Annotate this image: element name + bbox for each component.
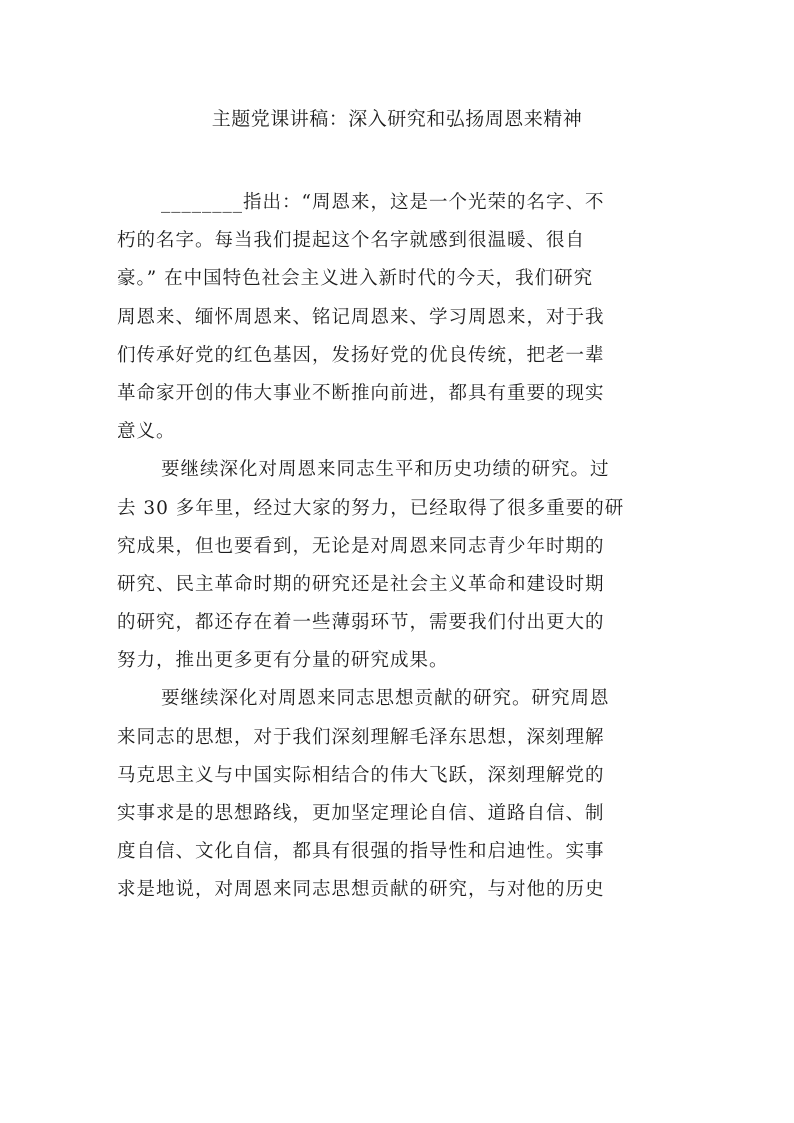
paragraph-line: 们传承好党的红色基因，发扬好党的优良传统，把老一辈 — [117, 344, 605, 366]
paragraph-line: 求是地说，对周恩来同志思想贡献的研究，与对他的历史 — [117, 879, 605, 901]
paragraph-line: 意义。 — [117, 421, 176, 443]
paragraph-line: 实事求是的思想路线，更加坚定理论自信、道路自信、制 — [117, 803, 605, 824]
paragraph-line: 朽的名字。每当我们提起这个名字就感到很温暖、很自 — [117, 230, 586, 252]
paragraph-line: 来同志的思想，对于我们深刻理解毛泽东思想，深刻理解 — [117, 726, 605, 748]
paragraph-line: 努力，推出更多更有分量的研究成果。 — [117, 650, 449, 672]
paragraph-line: 要继续深化对周恩来同志思想贡献的研究。研究周恩 — [161, 688, 610, 710]
paragraph-line: 革命家开创的伟大事业不断推向前进，都具有重要的现实 — [117, 382, 605, 404]
paragraph-line: 豪。” 在中国特色社会主义进入新时代的今天，我们研究 — [117, 268, 594, 290]
document-title: 主题党课讲稿：深入研究和弘扬周恩来精神 — [211, 108, 583, 130]
paragraph-line: 度自信、文化自信，都具有很强的指导性和启迪性。实事 — [117, 841, 605, 863]
paragraph-line: 去 30 多年里，经过大家的努力，已经取得了很多重要的研 — [117, 497, 625, 519]
paragraph-line: 要继续深化对周恩来同志生平和历史功绩的研究。过 — [161, 459, 610, 481]
paragraph-line: ________指出：“周恩来，这是一个光荣的名字、不 — [161, 192, 605, 213]
paragraph-line: 周恩来、缅怀周恩来、铭记周恩来、学习周恩来，对于我 — [117, 306, 605, 328]
paragraph-line: 马克思主义与中国实际相结合的伟大飞跃，深刻理解党的 — [117, 764, 605, 786]
document-body — [117, 184, 677, 910]
paragraph-line: 研究、民主革命时期的研究还是社会主义革命和建设时期 — [117, 573, 605, 595]
paragraph-line: 究成果，但也要看到，无论是对周恩来同志青少年时期的 — [117, 535, 605, 557]
paragraph-line: 的研究，都还存在着一些薄弱环节，需要我们付出更大的 — [117, 612, 605, 634]
